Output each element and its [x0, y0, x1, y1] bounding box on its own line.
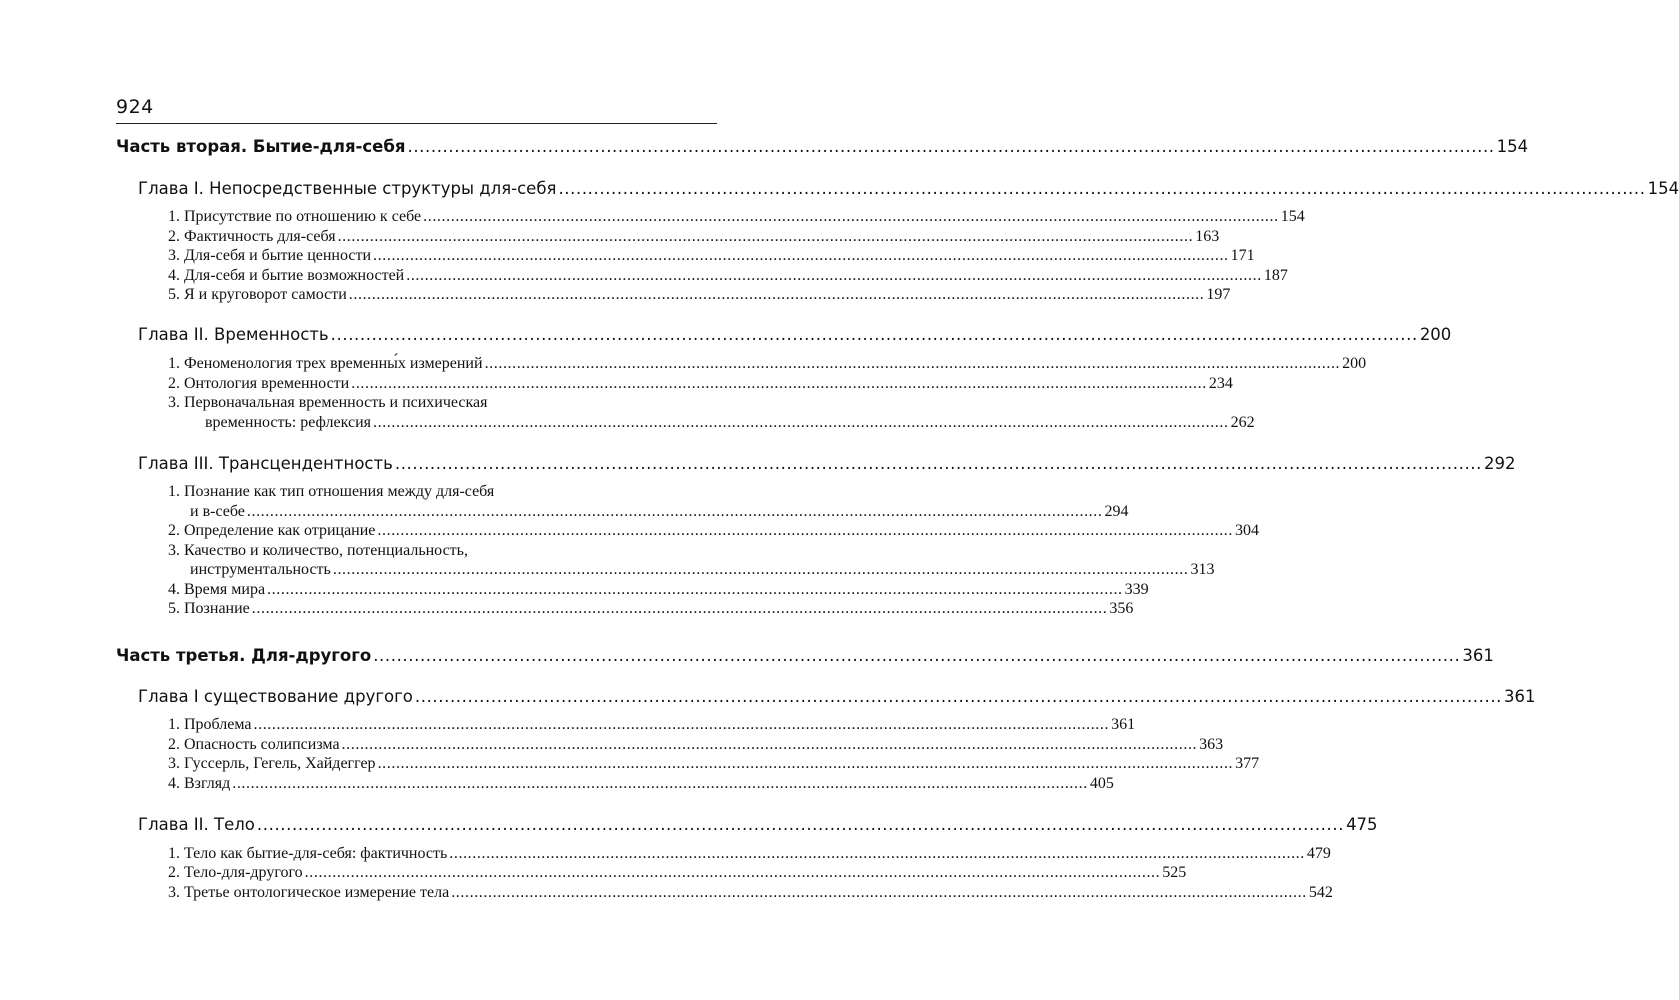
- page-ref: 377: [1235, 755, 1260, 772]
- dot-leader: ..........................................................................................................................................................................................: [423, 208, 1279, 225]
- toc-section: [168, 864, 1187, 882]
- toc-section-continuation: [205, 414, 1255, 432]
- header-rule: [116, 123, 717, 124]
- page-ref: 197: [1206, 286, 1231, 303]
- toc-chapter: [138, 815, 1378, 834]
- toc-section: [168, 845, 1331, 863]
- page-ref: 361: [1504, 687, 1536, 706]
- dot-leader: ..........................................................................................................................................................................................: [377, 755, 1234, 772]
- section-title: 3. Первоначальная временность и психическая: [168, 394, 488, 411]
- section-title: 3. Гуссерль, Гегель, Хайдеггер: [168, 755, 376, 772]
- section-title-continuation: инструментальность: [190, 561, 331, 578]
- dot-leader: ..........................................................................................................................................................................................: [232, 775, 1088, 792]
- page-ref: 475: [1346, 815, 1378, 834]
- page-ref: 304: [1235, 522, 1260, 539]
- page-ref: 154: [1647, 179, 1679, 198]
- dot-leader: ..........................................................................................................................................................................................: [394, 454, 1482, 473]
- toc-section: [168, 755, 1260, 773]
- page-ref: 363: [1199, 736, 1224, 753]
- toc-chapter: [138, 454, 1516, 473]
- dot-leader: ..........................................................................................................................................................................................: [351, 375, 1207, 392]
- section-title: 2. Опасность солипсизма: [168, 736, 340, 753]
- chapter-title: Глава III. Трансцендентность: [138, 454, 393, 473]
- section-title: 4. Время мира: [168, 581, 266, 598]
- toc-section: [168, 884, 1333, 902]
- section-title: 3. Для-себя и бытие ценности: [168, 247, 372, 264]
- dot-leader: ..........................................................................................................................................................................................: [253, 716, 1110, 733]
- page-number: 924: [116, 96, 154, 118]
- dot-leader: ..........................................................................................................................................................................................: [373, 414, 1229, 431]
- part-title: Часть третья. Для-другого: [116, 646, 372, 665]
- section-title: 1. Тело как бытие-для-себя: фактичность: [168, 845, 448, 862]
- dot-leader: ..........................................................................................................................................................................................: [406, 267, 1262, 284]
- toc-section-continuation: [190, 561, 1215, 579]
- section-title: 2. Фактичность для-себя: [168, 228, 336, 245]
- page-ref: 171: [1230, 247, 1255, 264]
- part-title: Часть вторая. Бытие-для-себя: [116, 137, 406, 156]
- dot-leader: ..........................................................................................................................................................................................: [330, 325, 1418, 344]
- dot-leader: ..........................................................................................................................................................................................: [373, 247, 1229, 264]
- page-ref: 479: [1306, 845, 1331, 862]
- toc-section: [168, 286, 1231, 304]
- dot-leader: ..........................................................................................................................................................................................: [407, 137, 1495, 156]
- page-ref: 525: [1162, 864, 1187, 881]
- dot-leader: ..........................................................................................................................................................................................: [451, 884, 1307, 901]
- page-ref: 234: [1208, 375, 1233, 392]
- dot-leader: ..........................................................................................................................................................................................: [377, 522, 1234, 539]
- page-ref: 292: [1484, 454, 1516, 473]
- toc-part-2: [116, 137, 1529, 156]
- toc-chapter: [138, 325, 1452, 344]
- page-ref: 356: [1109, 600, 1134, 617]
- chapter-title: Глава II. Временность: [138, 325, 329, 344]
- toc-section: [168, 247, 1255, 265]
- page-ref: 361: [1462, 646, 1494, 665]
- dot-leader: ..........................................................................................................................................................................................: [251, 600, 1108, 617]
- dot-leader: ..........................................................................................................................................................................................: [348, 286, 1205, 303]
- page-ref: 313: [1190, 561, 1215, 578]
- dot-leader: ..........................................................................................................................................................................................: [341, 736, 1198, 753]
- page-ref: 200: [1342, 355, 1367, 372]
- section-title: 1. Феноменология трех временны́х измерений: [168, 355, 483, 372]
- section-title: 1. Проблема: [168, 716, 252, 733]
- dot-leader: ..........................................................................................................................................................................................: [337, 228, 1194, 245]
- toc-section: [168, 228, 1220, 246]
- section-title: 2. Определение как отрицание: [168, 522, 376, 539]
- toc-section: [168, 736, 1224, 754]
- toc-part-3: [116, 646, 1494, 665]
- page-ref: 405: [1089, 775, 1114, 792]
- page-ref: 339: [1124, 581, 1149, 598]
- section-title: 4. Для-себя и бытие возможностей: [168, 267, 405, 284]
- section-title: 5. Я и круговорот самости: [168, 286, 347, 303]
- toc-section: [168, 355, 1367, 373]
- page-ref: 187: [1263, 267, 1288, 284]
- page-ref: 154: [1280, 208, 1305, 225]
- toc-section-continuation: [190, 503, 1129, 521]
- toc-section: [168, 267, 1288, 285]
- toc-section: [168, 581, 1149, 599]
- dot-leader: ..........................................................................................................................................................................................: [246, 503, 1103, 520]
- chapter-title: Глава I существование другого: [138, 687, 413, 706]
- chapter-title: Глава I. Непосредственные структуры для-себя: [138, 179, 557, 198]
- dot-leader: ..........................................................................................................................................................................................: [484, 355, 1341, 372]
- chapter-title: Глава II. Тело: [138, 815, 255, 834]
- page-ref: 154: [1496, 137, 1529, 156]
- toc-section: [168, 375, 1233, 393]
- section-title: 3. Третье онтологическое измерение тела: [168, 884, 450, 901]
- dot-leader: ..........................................................................................................................................................................................: [373, 646, 1461, 665]
- section-title: 4. Взгляд: [168, 775, 231, 792]
- page-ref: 294: [1104, 503, 1129, 520]
- section-title-continuation: и в-себе: [190, 503, 245, 520]
- toc-chapter: [138, 687, 1536, 706]
- dot-leader: ..........................................................................................................................................................................................: [414, 687, 1503, 706]
- section-title: 2. Онтология временности: [168, 375, 350, 392]
- section-title: 2. Тело-для-другого: [168, 864, 303, 881]
- page-ref: 262: [1230, 414, 1255, 431]
- toc-chapter: [138, 179, 1679, 198]
- section-title: 1. Познание как тип отношения между для-себя: [168, 483, 495, 500]
- dot-leader: ..........................................................................................................................................................................................: [256, 815, 1345, 834]
- section-title-continuation: временность: рефлексия: [205, 414, 371, 431]
- toc-section: [168, 600, 1134, 618]
- dot-leader: ..........................................................................................................................................................................................: [332, 561, 1189, 578]
- toc-section: [168, 208, 1305, 226]
- dot-leader: ..........................................................................................................................................................................................: [558, 179, 1646, 198]
- toc-section: [168, 716, 1136, 734]
- page-ref: 200: [1419, 325, 1452, 344]
- section-title: 3. Качество и количество, потенциальность,: [168, 542, 468, 559]
- section-title: 1. Присутствие по отношению к себе: [168, 208, 422, 225]
- dot-leader: ..........................................................................................................................................................................................: [449, 845, 1305, 862]
- section-title: 5. Познание: [168, 600, 250, 617]
- toc-section: [168, 522, 1260, 540]
- page-ref: 542: [1308, 884, 1333, 901]
- dot-leader: ..........................................................................................................................................................................................: [304, 864, 1161, 881]
- toc-section: [168, 775, 1114, 793]
- page-ref: 163: [1195, 228, 1220, 245]
- dot-leader: ..........................................................................................................................................................................................: [267, 581, 1123, 598]
- page-ref: 361: [1111, 716, 1136, 733]
